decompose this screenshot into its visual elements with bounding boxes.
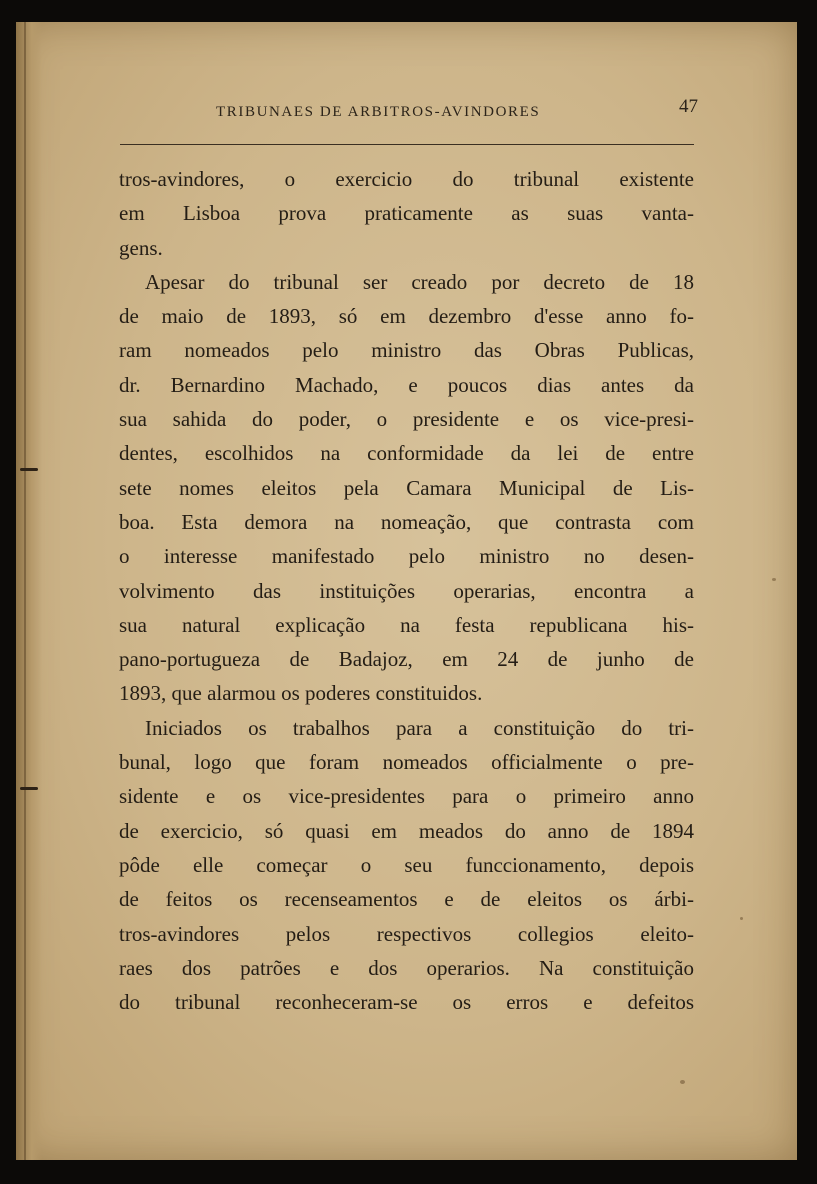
text-line: boa. Esta demora na nomeação, que contrasta com bbox=[119, 509, 694, 534]
paper-speck bbox=[772, 578, 776, 581]
running-title: TRIBUNAES DE ARBITROS-AVINDORES bbox=[216, 104, 541, 120]
paper-speck bbox=[680, 1080, 685, 1084]
paragraph-start: Apesar do tribunal ser creado por decreto de 18 bbox=[145, 269, 694, 294]
text-line: volvimento das instituições operarias, encontra a bbox=[119, 578, 694, 603]
text-line: em Lisboa prova praticamente as suas vanta- bbox=[119, 201, 694, 226]
text-line: dentes, escolhidos na conformidade da lei de entre bbox=[119, 441, 694, 466]
text-line: 1893, que alarmou os poderes constituidos. bbox=[119, 681, 483, 706]
text-line: pôde elle começar o seu funccionamento, depois bbox=[119, 852, 694, 877]
book-page bbox=[16, 22, 797, 1160]
text-line: ram nomeados pelo ministro das Obras Publicas, bbox=[119, 338, 694, 363]
binding-stitch bbox=[20, 468, 38, 471]
paper-speck bbox=[740, 917, 743, 920]
header-rule bbox=[120, 144, 694, 145]
text-line: de exercicio, só quasi em meados do anno de 1894 bbox=[119, 818, 694, 843]
text-line: tros-avindores pelos respectivos collegios eleito- bbox=[119, 921, 694, 946]
text-line: pano-portugueza de Badajoz, em 24 de junho de bbox=[119, 647, 694, 672]
text-line: sua natural explicação na festa republicana his- bbox=[119, 612, 694, 637]
text-line: o interesse manifestado pelo ministro no desen- bbox=[119, 544, 694, 569]
text-line: gens. bbox=[119, 235, 163, 260]
text-line: tros-avindores, o exercicio do tribunal existente bbox=[119, 167, 694, 191]
text-line: sidente e os vice-presidentes para o primeiro anno bbox=[119, 784, 694, 809]
text-line: de maio de 1893, só em dezembro d'esse anno fo- bbox=[119, 304, 694, 329]
text-line: do tribunal reconheceram-se os erros e defeitos bbox=[119, 990, 694, 1015]
text-line: sua sahida do poder, o presidente e os vice-presi- bbox=[119, 407, 694, 432]
text-line: dr. Bernardino Machado, e poucos dias antes da bbox=[119, 372, 694, 397]
paragraph-start: Iniciados os trabalhos para a constituição do tri- bbox=[145, 715, 694, 740]
body-text bbox=[119, 162, 694, 1019]
text-line: de feitos os recenseamentos e de eleitos os árbi- bbox=[119, 887, 694, 912]
text-line: sete nomes eleitos pela Camara Municipal de Lis- bbox=[119, 475, 694, 500]
page-number: 47 bbox=[679, 96, 698, 117]
text-line: raes dos patrões e dos operarios. Na constituição bbox=[119, 955, 694, 980]
text-line: bunal, logo que foram nomeados officialmente o pre- bbox=[119, 750, 694, 775]
running-header bbox=[112, 96, 702, 124]
page-gutter bbox=[16, 22, 42, 1160]
binding-edge bbox=[24, 22, 26, 1160]
binding-stitch bbox=[20, 787, 38, 790]
